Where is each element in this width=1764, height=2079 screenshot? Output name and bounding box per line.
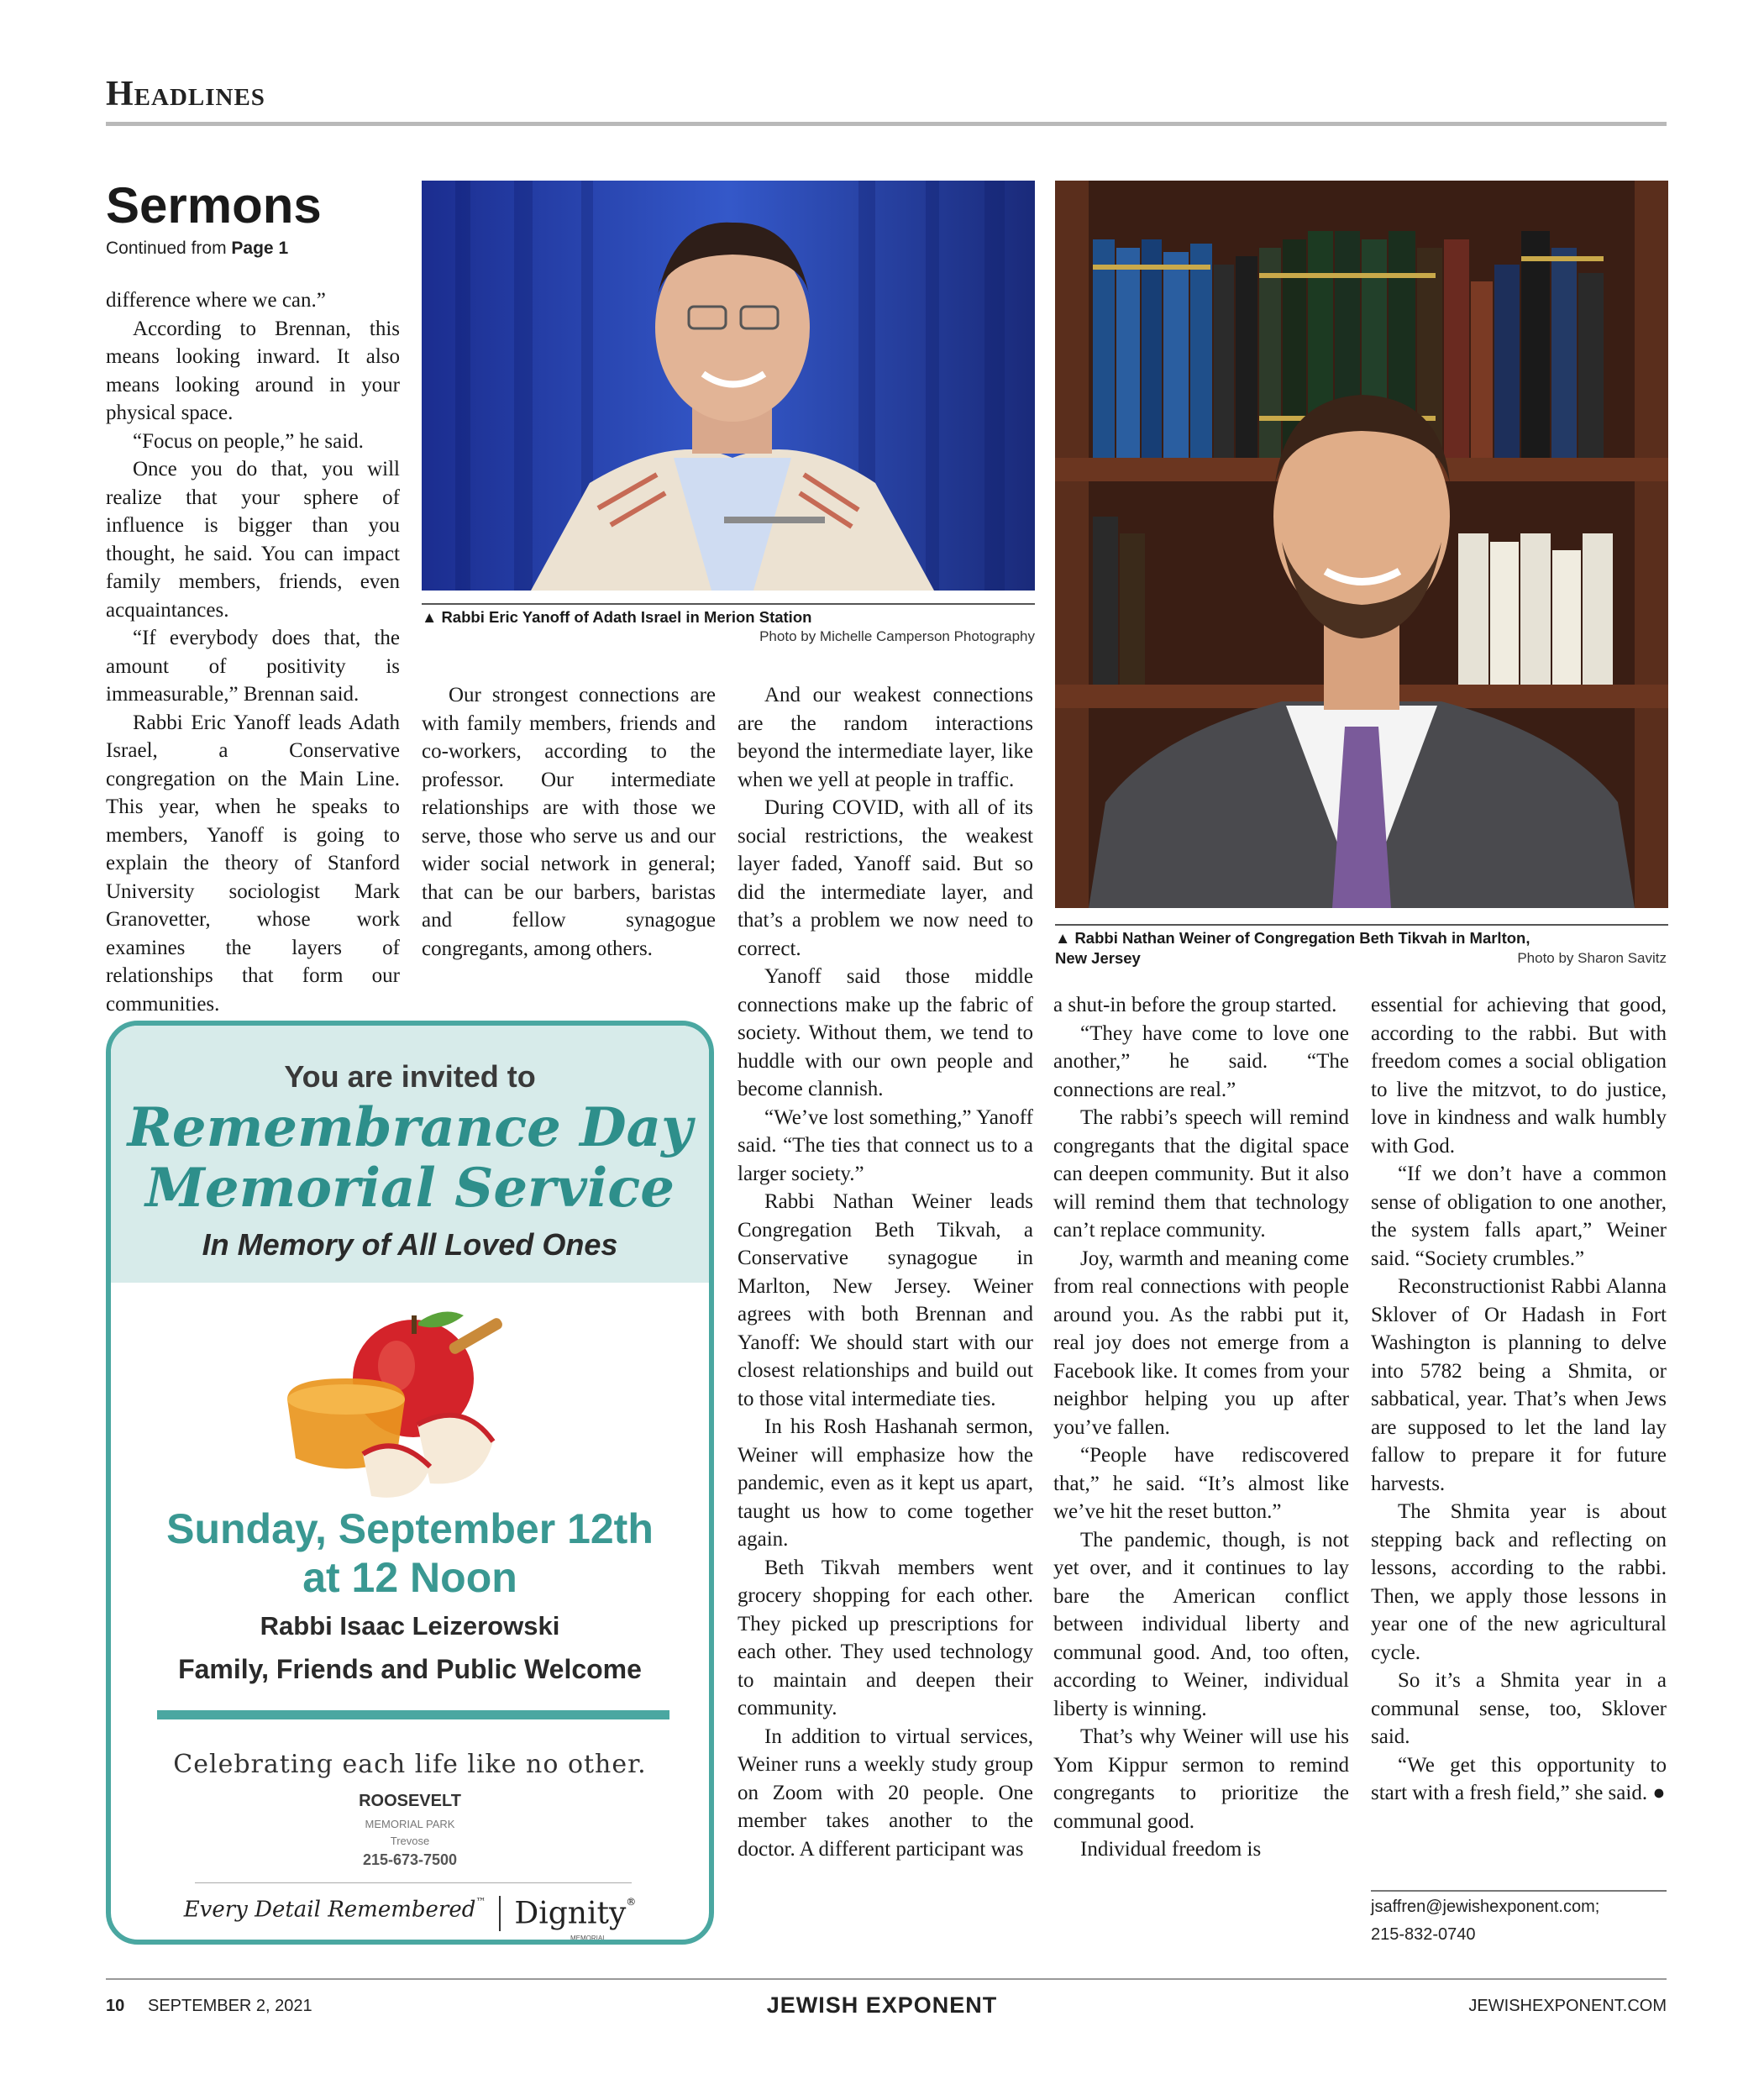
- photo1-credit: Photo by Michelle Camperson Photography: [759, 628, 1035, 644]
- ad-org-sub: MEMORIAL PARK: [365, 1818, 455, 1830]
- article-paragraph: “We get this opportunity to start with a fresh field,” she said. ●: [1371, 1753, 1667, 1804]
- article-paragraph: According to Brennan, this means looking inward. It also means looking around in your physical space.: [106, 317, 400, 424]
- section-label: Headlines: [106, 75, 265, 113]
- footer-date: SEPTEMBER 2, 2021: [148, 1997, 312, 2015]
- photo1-caption: ▲ Rabbi Eric Yanoff of Adath Israel in Merion Station: [422, 608, 812, 626]
- article-paragraph: Our strongest connections are with family members, friends and co-workers, according to the professor. Our intermediate relationships are with those we serve, those who serve us and our wider social network in general; that can be our barbers, baristas and fellow synagogue congregants, among others.: [422, 684, 716, 960]
- portrait-illustration: [422, 181, 1035, 591]
- article-column-5: [1371, 991, 1667, 1808]
- ad-brand-sub: MEMORIAL: [570, 1935, 606, 1942]
- ad-welcome: Family, Friends and Public Welcome: [178, 1654, 642, 1684]
- footer-page-number: 10: [106, 1997, 125, 2015]
- article-paragraph: “People have rediscovered that,” he said. “It’s almost like we’ve hit the reset button.”: [1053, 1444, 1349, 1523]
- ad-memory-text: In Memory of All Loved Ones: [202, 1227, 618, 1262]
- article-paragraph: “Focus on people,” he said.: [133, 429, 364, 453]
- ad-brand: Dignity: [514, 1896, 627, 1931]
- article-paragraph: During COVID, with all of its social restrictions, the weakest layer faded, Yanoff said. But so did the intermediate layer, and that’s a problem we now need to correct.: [738, 796, 1033, 960]
- ad-tagline-tm: ™: [475, 1896, 486, 1908]
- article-paragraph: “If everybody does that, the amount of positivity is immeasurable,” Brennan said.: [106, 627, 400, 706]
- article-paragraph: a shut-in before the group started.: [1053, 994, 1337, 1016]
- footer-paper-name: JEWISH EXPONENT: [766, 1992, 998, 2018]
- photo-rabbi-weiner: [1055, 181, 1668, 908]
- article-paragraph: “If we don’t have a common sense of obligation to one another, the system falls apart,” Weiner said. “Society crumbles.”: [1371, 1163, 1667, 1270]
- ad-date-line1: Sunday, September 12th: [166, 1505, 654, 1552]
- article-paragraph: Reconstructionist Rabbi Alanna Sklover of Or Hadash in Fort Washington is planning to delve into 5782 being a Shmita, or sabbatical, year. That’s when Jews are supposed to let the land lay fallow to prepare it for future harvests.: [1371, 1275, 1667, 1495]
- ad-rabbi: Rabbi Isaac Leizerowski: [260, 1611, 560, 1641]
- byline-email[interactable]: jsaffren@jewishexponent.com;: [1371, 1898, 1600, 1916]
- continued-prefix: Continued from: [106, 239, 232, 258]
- article-paragraph: The rabbi’s speech will remind congregants that the digital space can deepen community. But it also will remind them that technology can’t replace community.: [1053, 1106, 1349, 1242]
- ad-tagline: Every Detail Remembered: [183, 1897, 476, 1923]
- photo2-caption-line1: ▲ Rabbi Nathan Weiner of Congregation Beth Tikvah in Marlton,: [1055, 929, 1530, 947]
- article-paragraph: difference where we can.”: [106, 289, 326, 312]
- article-paragraph: Individual freedom is: [1080, 1838, 1262, 1861]
- apple-honey-illustration: [270, 1299, 514, 1509]
- continued-page-link[interactable]: Page 1: [231, 239, 289, 258]
- photo-rabbi-yanoff: [422, 181, 1035, 591]
- photo2-caption-line2: New Jersey: [1055, 949, 1141, 967]
- ad-date-line2: at 12 Noon: [302, 1554, 517, 1601]
- article-paragraph: Yanoff said those middle connections make up the fabric of society. Without them, we tend to huddle with our own people and become clannish.: [738, 965, 1033, 1100]
- article-paragraph: Rabbi Eric Yanoff leads Adath Israel, a Conservative congregation on the Main Line. This year, when he speaks to members, Yanoff is going to explain the theory of Stanford University sociologist Mark Granovetter, whose work examines the layers of relationships that form our communities.: [106, 711, 400, 1016]
- article-paragraph: And our weakest connections are the random interactions beyond the intermediate layer, like when we yell at people in traffic.: [738, 684, 1033, 791]
- article-column-2: [422, 681, 716, 963]
- ad-divider-bar: [157, 1710, 669, 1719]
- article-paragraph: In his Rosh Hashanah sermon, Weiner will emphasize how the pandemic, even as it kept us apart, taught us how to come together again.: [738, 1415, 1033, 1551]
- article-paragraph: The pandemic, though, is not yet over, and it continues to lay bare the American conflict between individual liberty and communal good. And, too often, according to Weiner, individual liberty is winning.: [1053, 1528, 1349, 1720]
- header-rule: [106, 122, 1667, 126]
- continued-line: [106, 239, 288, 259]
- article-paragraph: Beth Tikvah members went grocery shopping for each other. They picked up prescriptions for each other. They used technology to maintain and deepen their community.: [738, 1556, 1033, 1719]
- photo2-caption-rule: [1055, 924, 1668, 926]
- article-column-4: [1053, 991, 1349, 1864]
- article-column-3: [738, 681, 1033, 1863]
- footer-website[interactable]: JEWISHEXPONENT.COM: [1468, 1997, 1667, 2015]
- article-paragraph: Joy, warmth and meaning come from real connections with people around you. As the rabbi put it, real joy does not emerge from a Facebook like. It comes from your neighbor helping you up after you’ve fallen.: [1053, 1247, 1349, 1439]
- ad-brand-divider: [499, 1896, 501, 1931]
- article-paragraph: So it’s a Shmita year in a communal sense, too, Sklover said.: [1371, 1669, 1667, 1748]
- article-paragraph: “They have come to love one another,” he said. “The connections are real.”: [1053, 1021, 1349, 1101]
- article-paragraph: “We’ve lost something,” Yanoff said. “The ties that connect us to a larger society.”: [738, 1105, 1033, 1185]
- article-paragraph: That’s why Weiner will use his Yom Kippur sermon to remind congregants to prioritize the communal good.: [1053, 1725, 1349, 1833]
- article-paragraph: In addition to virtual services, Weiner runs a weekly study group on Zoom with 20 people. One member takes another to the doctor. A different participant was: [738, 1725, 1033, 1861]
- ad-title-line1: Remembrance Day: [127, 1096, 693, 1159]
- photo1-caption-rule: [422, 603, 1035, 605]
- ad-org-name: ROOSEVELT: [359, 1792, 461, 1810]
- portrait-illustration-2: [1055, 181, 1668, 908]
- ad-town: Trevose: [390, 1835, 430, 1847]
- article-paragraph: essential for achieving that good, according to the rabbi. But with freedom comes a social obligation to live the mitzvot, to do justice, love in kindness and walk humbly with God.: [1371, 994, 1667, 1158]
- ad-separator: [195, 1882, 632, 1883]
- ad-phone[interactable]: 215-673-7500: [362, 1851, 458, 1868]
- ad-brand-mark: ®: [626, 1896, 637, 1908]
- article-paragraph: The Shmita year is about stepping back and reflecting on lessons, according to the rabbi. Then, we apply those lessons in year one of the new agricultural cycle.: [1371, 1500, 1667, 1664]
- photo2-credit: Photo by Sharon Savitz: [1517, 950, 1667, 966]
- article-paragraph: Once you do that, you will realize that your sphere of influence is bigger than you thought, he said. You can impact family members, friends, even acquaintances.: [106, 458, 400, 622]
- footer-rule: [106, 1978, 1667, 1980]
- byline-rule: [1371, 1890, 1667, 1892]
- ad-title-line2: Memorial Service: [145, 1157, 675, 1220]
- ad-invited-text: You are invited to: [284, 1059, 536, 1094]
- article-headline: Sermons: [106, 177, 322, 234]
- memorial-service-ad[interactable]: [106, 1021, 714, 1945]
- byline-phone: 215-832-0740: [1371, 1925, 1476, 1944]
- ad-celebrate-text: Celebrating each life like no other.: [173, 1750, 647, 1779]
- article-column-1: [106, 286, 400, 1018]
- article-paragraph: Rabbi Nathan Weiner leads Congregation Beth Tikvah, a Conservative synagogue in Marlton, New Jersey. Weiner agrees with both Brennan and Yanoff: We should start with our closest relationships and build out to those vital intermediate ties.: [738, 1190, 1033, 1410]
- ad-tagline-row: [111, 1896, 709, 1931]
